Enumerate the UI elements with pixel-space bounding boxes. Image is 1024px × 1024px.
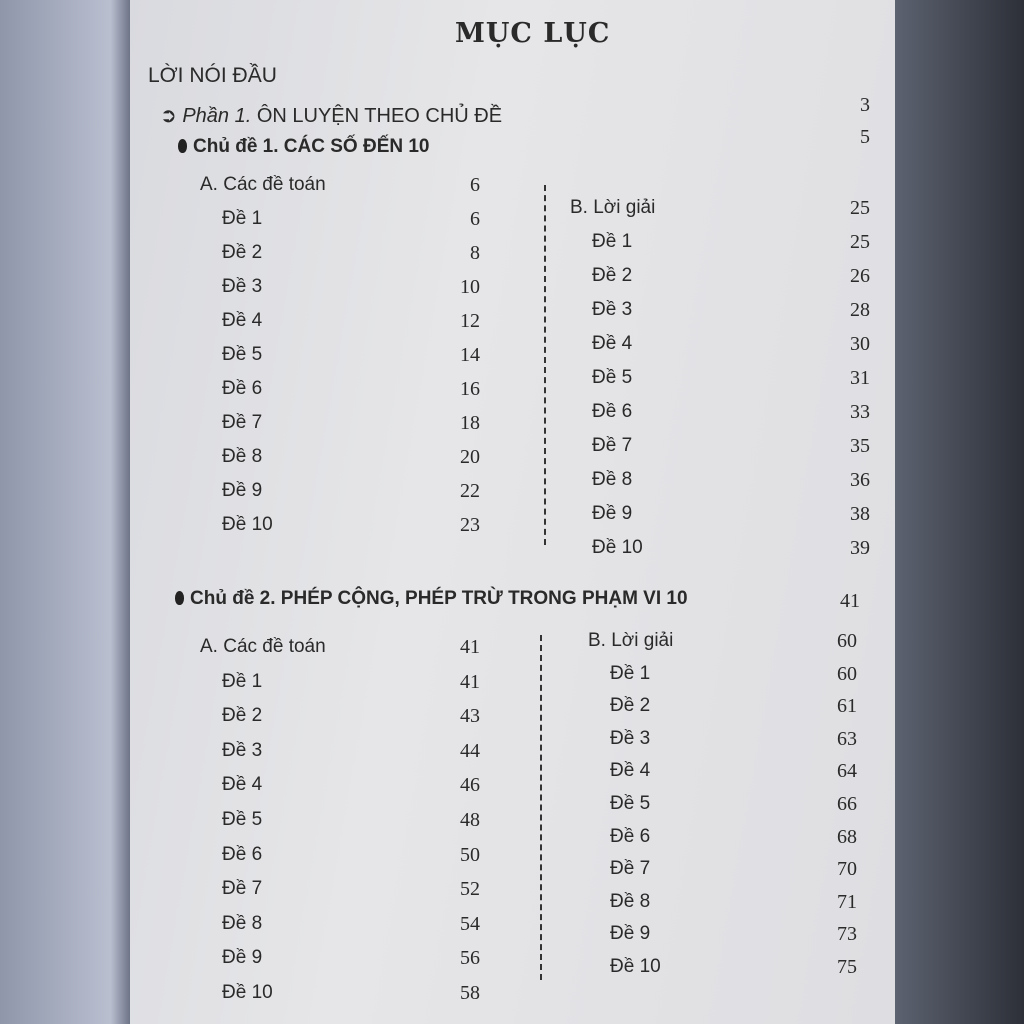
toc-entry-page: 31 [850, 367, 870, 389]
topic-heading [178, 136, 430, 158]
toc-entry-page: 14 [460, 344, 480, 366]
toc-entry-page: 58 [460, 982, 480, 1004]
toc-entry-label: Đề 1 [610, 663, 651, 684]
toc-entry-page: 54 [460, 913, 480, 935]
toc-entry-page: 22 [460, 480, 480, 502]
section-page: 41 [460, 636, 480, 658]
toc-entry-label: Đề 8 [222, 446, 263, 467]
section-label: B. Lời giải [588, 630, 674, 651]
toc-entry-label: Đề 4 [222, 774, 263, 795]
topic-title: PHÉP CỘNG, PHÉP TRỪ TRONG PHẠM VI 10 [280, 588, 688, 609]
toc-entry-label: Đề 3 [610, 728, 651, 749]
toc-entry-label: Đề 9 [610, 923, 651, 944]
toc-entry-label: Đề 10 [592, 537, 643, 558]
topic-prefix: Chủ đề 1. [193, 136, 279, 157]
toc-entry-label: Đề 3 [222, 276, 263, 297]
toc-entry-page: 8 [470, 242, 480, 264]
toc-entry-label: Đề 9 [222, 480, 263, 501]
section-page: 6 [470, 174, 480, 196]
bullet-icon [175, 591, 184, 605]
toc-entry-label: Đề 3 [222, 740, 263, 761]
section-label: B. Lời giải [570, 197, 656, 218]
toc-entry-page: 44 [460, 740, 480, 762]
toc-entry-label: Đề 7 [222, 412, 263, 433]
toc-entry-label: Đề 2 [610, 695, 651, 716]
toc-entry-page: 66 [837, 793, 857, 815]
topic-page: 5 [860, 126, 870, 148]
toc-entry-label: Đề 8 [222, 913, 263, 934]
toc-entry-page: 25 [850, 231, 870, 253]
toc-entry-label: Đề 2 [592, 265, 633, 286]
toc-entry-label: Đề 4 [610, 760, 651, 781]
toc-entry-page: 43 [460, 705, 480, 727]
toc-entry-page: 36 [850, 469, 870, 491]
toc-entry-page: 61 [837, 695, 857, 717]
topic-prefix: Chủ đề 2. [190, 588, 276, 609]
toc-entry-page: 63 [837, 728, 857, 750]
toc-entry-label: Đề 6 [222, 378, 263, 399]
toc-entry-label: Đề 1 [592, 231, 633, 252]
toc-entry-page: 52 [460, 878, 480, 900]
preface-heading: LỜI NÓI ĐẦU [148, 64, 277, 87]
toc-entry-label: Đề 7 [592, 435, 633, 456]
bullet-icon [178, 139, 187, 153]
toc-entry-page: 10 [460, 276, 480, 298]
section-page: 60 [837, 630, 857, 652]
toc-entry-page: 41 [460, 671, 480, 693]
toc-entry-label: Đề 1 [222, 208, 263, 229]
toc-entry-label: Đề 10 [222, 514, 273, 535]
toc-entry-page: 16 [460, 378, 480, 400]
toc-entry-page: 28 [850, 299, 870, 321]
toc-entry-page: 71 [837, 891, 857, 913]
topic-page: 41 [840, 590, 860, 612]
toc-entry-label: Đề 7 [222, 878, 263, 899]
toc-entry-label: Đề 2 [222, 705, 263, 726]
toc-entry-page: 30 [850, 333, 870, 355]
toc-entry-page: 18 [460, 412, 480, 434]
part1-page: 3 [860, 94, 870, 116]
toc-entry-page: 35 [850, 435, 870, 457]
toc-entry-page: 75 [837, 956, 857, 978]
toc-entry-label: Đề 9 [222, 947, 263, 968]
part-title: ÔN LUYỆN THEO CHỦ ĐỀ [256, 105, 503, 127]
toc-entry-label: Đề 10 [222, 982, 273, 1003]
toc-entry-label: Đề 5 [610, 793, 651, 814]
toc-entry-page: 48 [460, 809, 480, 831]
toc-entry-label: Đề 7 [610, 858, 651, 879]
toc-entry-label: Đề 9 [592, 503, 633, 524]
toc-entry-page: 56 [460, 947, 480, 969]
topic-heading [175, 588, 688, 610]
toc-entry-label: Đề 4 [222, 310, 263, 331]
toc-entry-label: Đề 6 [610, 826, 651, 847]
page-title: MỤC LỤC [455, 18, 611, 49]
toc-entry-label: Đề 5 [222, 809, 263, 830]
toc-entry-page: 6 [470, 208, 480, 230]
toc-entry-page: 39 [850, 537, 870, 559]
toc-entry-label: Đề 5 [592, 367, 633, 388]
toc-entry-page: 46 [460, 774, 480, 796]
section-label: A. Các đề toán [200, 174, 326, 195]
toc-entry-page: 26 [850, 265, 870, 287]
toc-entry-page: 60 [837, 663, 857, 685]
toc-entry-label: Đề 4 [592, 333, 633, 354]
toc-entry-label: Đề 5 [222, 344, 263, 365]
column-divider [544, 185, 546, 545]
part-prefix: Phần 1. [182, 105, 252, 127]
toc-entry-page: 70 [837, 858, 857, 880]
toc-entry-page: 64 [837, 760, 857, 782]
toc-entry-page: 12 [460, 310, 480, 332]
topic-title: CÁC SỐ ĐẾN 10 [283, 136, 430, 157]
toc-entry-label: Đề 10 [610, 956, 661, 977]
toc-entry-label: Đề 1 [222, 671, 263, 692]
toc-entry-page: 33 [850, 401, 870, 423]
toc-entry-page: 50 [460, 844, 480, 866]
toc-entry-page: 38 [850, 503, 870, 525]
section-page: 25 [850, 197, 870, 219]
part1-heading [160, 103, 502, 128]
swirl-icon: ➲ [160, 105, 183, 127]
toc-entry-label: Đề 2 [222, 242, 263, 263]
toc-entry-label: Đề 8 [610, 891, 651, 912]
toc-entry-page: 23 [460, 514, 480, 536]
toc-entry-label: Đề 8 [592, 469, 633, 490]
toc-entry-page: 20 [460, 446, 480, 468]
toc-entry-label: Đề 6 [222, 844, 263, 865]
toc-entry-label: Đề 3 [592, 299, 633, 320]
section-label: A. Các đề toán [200, 636, 326, 657]
toc-entry-label: Đề 6 [592, 401, 633, 422]
book-right-edge [895, 0, 1024, 1024]
column-divider [540, 635, 542, 980]
book-left-edge [0, 0, 130, 1024]
toc-entry-page: 73 [837, 923, 857, 945]
toc-entry-page: 68 [837, 826, 857, 848]
